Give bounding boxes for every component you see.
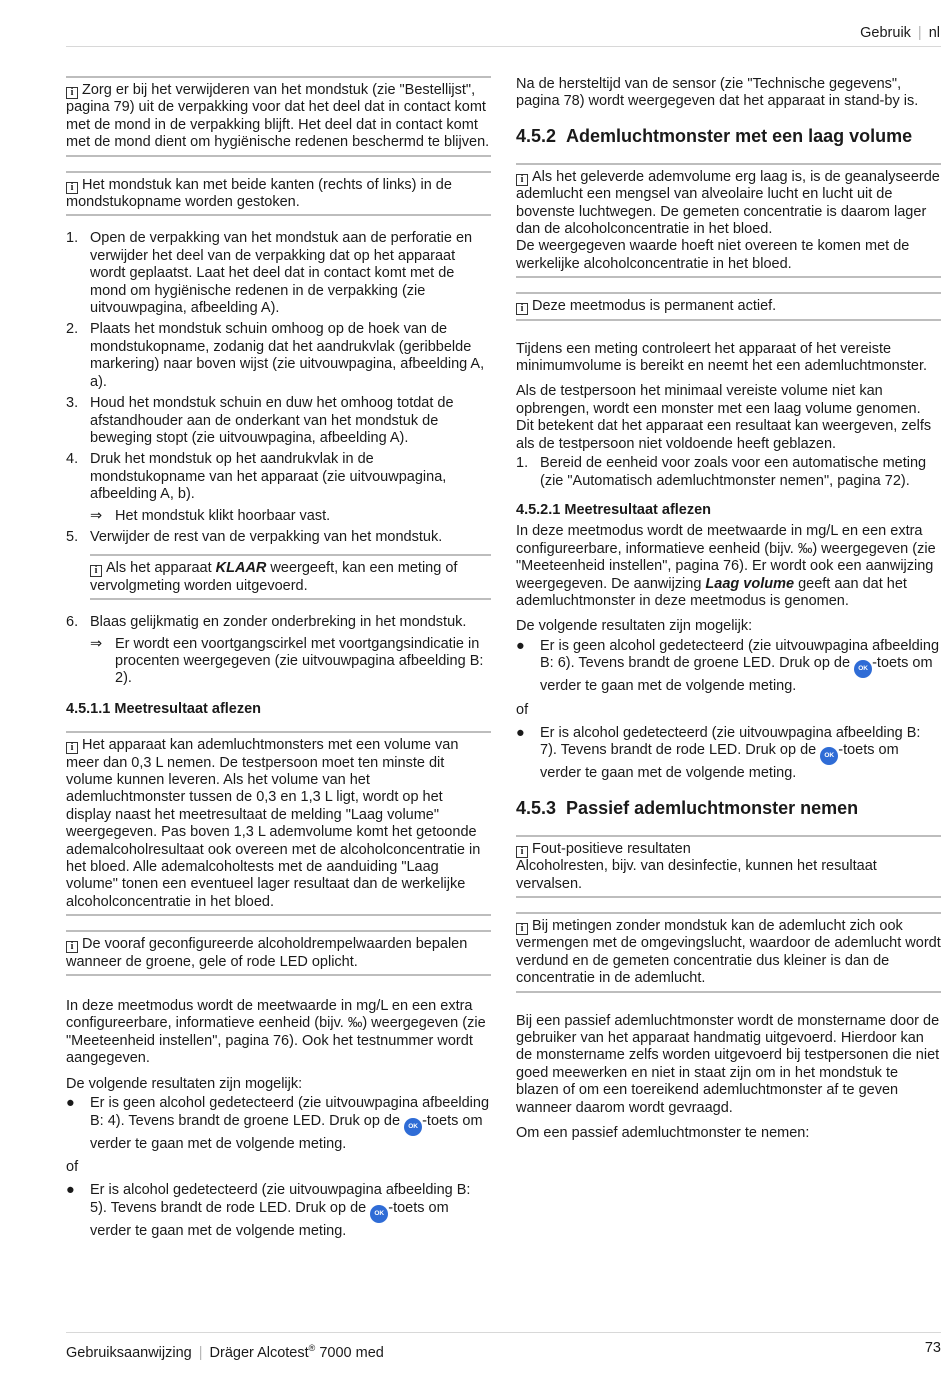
bullet-item <box>66 1095 491 1153</box>
note-text: Als het apparaat <box>106 560 216 577</box>
bullet-text: Er is geen alcohol gedetecteerd (zie uitvouwpagina afbeelding B: 4). Tevens brandt de groene LED. Druk op de <box>90 1095 490 1129</box>
info-note <box>90 554 491 600</box>
header-lang: nl <box>928 25 940 41</box>
step-1 <box>66 230 491 317</box>
footer-product: Dräger Alcotest <box>209 1344 309 1361</box>
step-text: Blaas gelijkmatig en zonder onderbreking in het mondstuk. <box>90 614 467 631</box>
display-text-klaar: KLAAR <box>215 560 267 577</box>
info-icon: i <box>90 565 102 577</box>
bullet-text: Er is alcohol gedetecteerd (zie uitvouwpagina afbeelding B: 7). Tevens brandt de rode LED. Druk op de <box>540 724 921 759</box>
subsection-heading: 4.5.2.1 Meetresultaat aflezen <box>516 501 712 518</box>
or-text: of <box>516 701 529 718</box>
header-section: Gebruik <box>860 25 911 41</box>
note-text: Bij metingen zonder mondstuk kan de ademlucht zich ook vermengen met de omgevingslucht, waardoor de ademlucht wordt verdund en de gemeten concentratie dus kleiner is dan de concentratie in de ademlucht. <box>516 918 941 987</box>
paragraph: De volgende resultaten zijn mogelijk: <box>66 1075 303 1092</box>
section-heading <box>516 797 941 819</box>
info-note <box>66 76 491 157</box>
step-number: 2. <box>66 321 79 338</box>
note-text: Deze meetmodus is permanent actief. <box>532 298 777 315</box>
note-text: Het mondstuk kan met beide kanten (rechts of links) in de mondstukopname worden gestoken. <box>66 176 452 211</box>
section-number: 4.5.2 <box>516 125 557 146</box>
paragraph: Tijdens een meting controleert het apparaat of het vereiste minimumvolume is bereikt en neemt het een ademluchtmonster. <box>516 340 928 375</box>
info-note <box>516 163 941 278</box>
note-text: Zorg er bij het verwijderen van het mondstuk (zie "Bestellijst", pagina 79) uit de verpakking voor dat het deel dat in contact komt met de mond in de verpakking blijft. Het deel dat in contact komt met de mond dient om hygiënische redenen beschermd te blijven. <box>66 82 490 151</box>
step-number: 3. <box>66 395 79 412</box>
step-number: 4. <box>66 451 79 468</box>
ok-button-icon: OK <box>404 1118 422 1136</box>
note-text: Als het geleverde ademvolume erg laag is, is de geanalyseerde ademlucht een mengsel van alveolaire lucht en lucht uit de bovenste luchtwegen. De gemeten concentratie is daarom lager dan de alcoholconcentratie in het bloed. <box>516 168 940 238</box>
step-text: Druk het mondstuk op het aandrukvlak in de mondstukopname van het apparaat (zie uitvouwpagina, afbeelding A, b). <box>90 451 447 503</box>
paragraph-text: In deze meetmodus wordt de meetwaarde in mg/L en een extra configureerbare, informatieve eenheid (bijv. ‰) weergegeven (zie "Meeteenheid instellen", pagina 76). Er wordt ook een aanwijzing weergegeven. De aanwijzing <box>516 523 936 592</box>
step-6-result <box>66 636 491 688</box>
running-footer <box>66 1340 941 1362</box>
step-4-result <box>66 508 491 525</box>
paragraph <box>516 523 941 610</box>
note-text: weergeeft, kan een meting of vervolgmeting worden uitgevoerd. <box>90 560 458 594</box>
step-text: Houd het mondstuk schuin en duw het omhoog totdat de afstandhouder aan de onderkant van het mondstuk de beweging stopt (zie uitvouwpagina, afbeelding A). <box>90 395 454 446</box>
header-separator: | <box>917 25 922 41</box>
info-note <box>516 912 941 993</box>
bullet-text: Er is geen alcohol gedetecteerd (zie uitvouwpagina afbeelding B: 6). Tevens brandt de groene LED. Druk op de <box>540 637 940 672</box>
note-text: Alcoholresten, bijv. van desinfectie, kunnen het resultaat vervalsen. <box>516 858 877 892</box>
right-column <box>516 76 941 1150</box>
note-text: Fout-positieve resultaten <box>532 840 691 857</box>
footer-doc-title: Gebruiksaanwijzing <box>66 1344 192 1361</box>
step-text: Plaats het mondstuk schuin omhoog op de hoek van de mondstukopname, zodanig dat het aandrukvlak (geribbelde markering) naar boven wijst (zie uitvouwpagina, afbeelding A, a). <box>90 321 485 390</box>
bullet-icon: ● <box>516 637 525 654</box>
footer-separator: | <box>198 1344 203 1361</box>
info-icon: i <box>516 303 528 315</box>
step-text: Verwijder de rest van de verpakking van het mondstuk. <box>90 528 443 545</box>
info-icon: i <box>516 846 528 858</box>
header-rule <box>66 46 941 47</box>
step-number: 5. <box>66 528 79 545</box>
info-icon: i <box>66 742 78 754</box>
step-text: Bereid de eenheid voor zoals voor een automatische meting (zie "Automatisch ademluchtmonster nemen", pagina 72). <box>540 455 927 489</box>
info-icon: i <box>516 923 528 935</box>
info-icon: i <box>66 182 78 194</box>
note-text: De vooraf geconfigureerde alcoholdrempelwaarden bepalen wanneer de groene, gele of rode LED oplicht. <box>66 936 468 970</box>
result-text: Het mondstuk klikt hoorbaar vast. <box>115 507 331 524</box>
registered-mark: ® <box>308 1343 316 1353</box>
step-2 <box>66 321 491 391</box>
bullet-text: -toets om verder te gaan met de volgende meting. <box>540 655 933 695</box>
bullet-item <box>516 725 941 783</box>
section-number: 4.5.3 <box>516 797 557 818</box>
paragraph: Om een passief ademluchtmonster te nemen: <box>516 1125 810 1142</box>
info-icon: i <box>66 941 78 953</box>
note-text: De weergegeven waarde hoeft niet overeen te komen met de werkelijke alcoholconcentratie in het bloed. <box>516 238 910 272</box>
ok-button-icon: OK <box>820 747 838 765</box>
paragraph: Na de hersteltijd van de sensor (zie "Technische gegevens", pagina 78) wordt weergegeven dat het apparaat in stand-by is. <box>516 76 919 110</box>
bullet-text: -toets om verder te gaan met de volgende meting. <box>90 1112 483 1152</box>
bullet-text: Er is alcohol gedetecteerd (zie uitvouwpagina afbeelding B: 5). Tevens brandt de rode LED. Druk op de <box>90 1182 471 1216</box>
ok-button-icon: OK <box>854 660 872 678</box>
bullet-text: -toets om verder te gaan met de volgende meting. <box>540 742 899 782</box>
step-number: 6. <box>66 614 79 631</box>
result-arrow-icon: ⇒ <box>90 635 103 652</box>
bullet-item <box>516 638 941 696</box>
section-title: Ademluchtmonster met een laag volume <box>566 125 913 146</box>
page-number: 73 <box>924 1340 941 1356</box>
step-text: Open de verpakking van het mondstuk aan de perforatie en verwijder het deel van de verpakking dat op het apparaat wordt geplaatst. Laat het deel dat in contact komt met de mond om hygiënische redenen in de verpakking (zie uitvouwpagina, afbeelding A). <box>90 230 473 317</box>
step-1 <box>516 455 941 490</box>
bullet-item <box>66 1182 491 1240</box>
result-arrow-icon: ⇒ <box>90 507 103 524</box>
info-note <box>516 835 941 898</box>
running-header <box>860 25 940 42</box>
step-number: 1. <box>66 230 79 247</box>
info-icon: i <box>66 87 78 99</box>
or-text: of <box>66 1158 79 1175</box>
section-heading <box>516 125 941 147</box>
footer-model: 7000 med <box>315 1344 384 1361</box>
paragraph: De volgende resultaten zijn mogelijk: <box>516 618 753 635</box>
display-text-laag-volume: Laag volume <box>705 575 795 592</box>
section-title: Passief ademluchtmonster nemen <box>566 797 859 818</box>
left-column <box>66 76 491 1244</box>
bullet-text: -toets om verder te gaan met de volgende meting. <box>90 1199 449 1239</box>
paragraph: In deze meetmodus wordt de meetwaarde in mg/L en een extra configureerbare, informatieve eenheid (bijv. ‰) weergegeven (zie "Meeteenheid instellen", pagina 76). Ook het testnummer wordt aangegeven. <box>66 998 486 1067</box>
step-3 <box>66 395 491 447</box>
info-note <box>66 731 491 916</box>
bullet-icon: ● <box>66 1182 75 1199</box>
info-note <box>516 292 941 320</box>
info-note <box>66 171 491 217</box>
ok-button-icon: OK <box>370 1205 388 1223</box>
info-note <box>66 930 491 976</box>
bullet-icon: ● <box>516 724 525 741</box>
bullet-icon: ● <box>66 1095 75 1112</box>
step-4 <box>66 451 491 503</box>
subsection-heading: 4.5.1.1 Meetresultaat aflezen <box>66 700 262 717</box>
step-number: 1. <box>516 455 529 472</box>
step-6 <box>66 614 491 631</box>
paragraph: Als de testpersoon het minimaal vereiste volume niet kan opbrengen, wordt een monster met een laag volume genomen. Dit betekent dat het apparaat een resultaat kan weergeven, zelfs als de testpersoon niet voldoende heeft geblazen. <box>516 383 932 452</box>
note-text: Het apparaat kan ademluchtmonsters met een volume van meer dan 0,3 L nemen. De testpersoon moet ten minste dit volume kunnen leveren. Als het volume van het ademluchtmonster tussen de 0,3 en 1,3 L ligt, wordt op het display naast het meetresultaat de melding "Laag volume" weergegeven. Pas boven 1,3 L ademvolume komt het getoonde ademalcoholresultaat ook overeen met de alcoholconcentratie in het bloed. Alle ademalcoholtests met de aanduiding "Laag volume" tonen een eventueel lager resultaat dan de werkelijke alcoholconcentratie in het bloed. <box>66 737 481 910</box>
paragraph: Bij een passief ademluchtmonster wordt de monstername door de gebruiker van het apparaat handmatig uitgevoerd. Hierdoor kan de monstername zelfs worden uitgevoerd bij testpersonen die niet goed meewerken en niet in staat zijn om in het mondstuk te blazen of om een toereikend ademluchtmonster af te geven wanneer daarom wordt gevraagd. <box>516 1012 940 1116</box>
paragraph-text: geeft aan dat het ademluchtmonster in deze meetmodus is genomen. <box>516 575 907 609</box>
step-5 <box>66 529 491 546</box>
result-text: Er wordt een voortgangscirkel met voortgangsindicatie in procenten weergegeven (zie uitvouwpagina afbeelding B: 2). <box>115 635 484 687</box>
footer-rule <box>66 1332 941 1333</box>
info-icon: i <box>516 174 528 186</box>
